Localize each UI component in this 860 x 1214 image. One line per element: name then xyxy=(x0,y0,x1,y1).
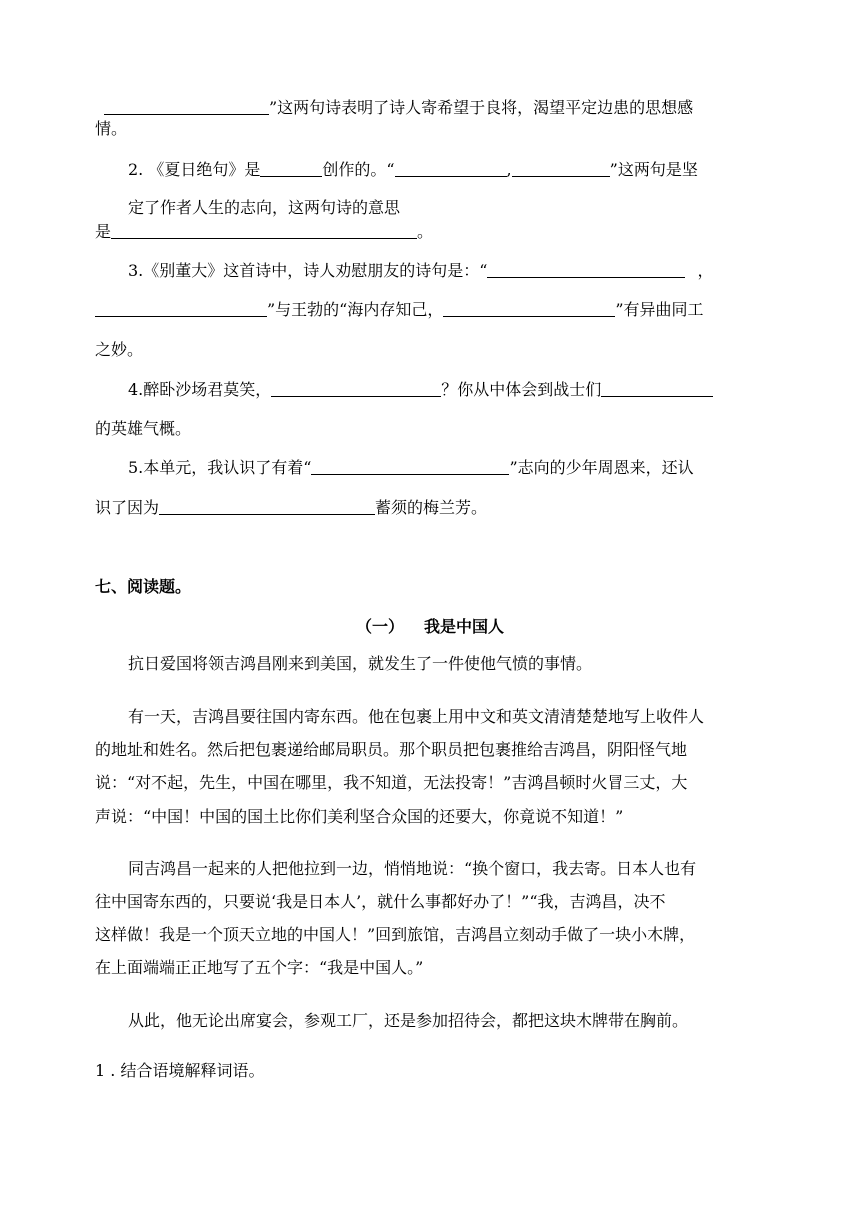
q4-line1 xyxy=(128,380,713,400)
passage-title-text: 我是中国人 xyxy=(424,617,505,636)
paragraph: 从此，他无论出席宴会，参观工厂，还是参加招待会，都把这块木牌带在胸前。 xyxy=(128,1011,689,1030)
answer-blank[interactable] xyxy=(104,98,269,115)
answer-blank[interactable] xyxy=(443,300,615,317)
q3-text: ， xyxy=(697,261,714,280)
q3-line2 xyxy=(95,300,704,320)
q2-text: 2. 《夏日绝句》是 xyxy=(128,160,261,179)
q5-text: 蓄须的梅兰芳。 xyxy=(375,498,488,517)
q3-text: ”有异曲同工 xyxy=(615,300,704,319)
paragraph-line: 往中国寄东西的，只要说‘我是日本人’，就什么事都好办了！”“我，吉鸿昌，决不 xyxy=(95,892,666,911)
passage-title xyxy=(0,614,860,637)
section-heading: 七、阅读题。 xyxy=(95,577,192,596)
answer-blank[interactable] xyxy=(260,160,322,177)
q4-text: 4.醉卧沙场君莫笑， xyxy=(128,380,272,399)
answer-blank[interactable] xyxy=(395,160,507,177)
q2-line2: 定了作者人生的志向，这两句诗的意思 xyxy=(128,198,401,217)
q2-line3 xyxy=(95,222,433,242)
paragraph-line: 这样做！我是一个顶天立地的中国人！”回到旅馆，吉鸿昌立刻动手做了一块小木牌， xyxy=(95,925,696,944)
answer-blank[interactable] xyxy=(95,300,267,317)
q2-text: , xyxy=(506,160,512,179)
answer-blank[interactable] xyxy=(601,380,713,397)
answer-blank[interactable] xyxy=(512,160,610,177)
q4-cont: 的英雄气概。 xyxy=(95,419,192,438)
passage-number: （一） xyxy=(355,617,404,636)
answer-blank[interactable] xyxy=(311,458,509,475)
answer-blank[interactable] xyxy=(487,261,685,278)
q3-text: ”与王勃的“海内存知己， xyxy=(267,300,444,319)
q2-text: ”这两句是坚 xyxy=(609,160,698,179)
answer-blank[interactable] xyxy=(111,222,417,239)
paragraph-line: 同吉鸿昌一起来的人把他拉到一边，悄悄地说：“换个窗口，我去寄。日本人也有 xyxy=(128,859,697,878)
q1-line xyxy=(104,98,693,118)
q5-text: 5.本单元，我认识了有着“ xyxy=(128,458,312,477)
q5-line1 xyxy=(128,458,694,478)
q2-text: 创作的。“ xyxy=(322,160,395,179)
q3-text: 3.《别董大》这首诗中，诗人劝慰朋友的诗句是：“ xyxy=(128,261,488,280)
answer-blank[interactable] xyxy=(159,498,375,515)
answer-blank[interactable] xyxy=(271,380,441,397)
paragraph: 抗日爱国将领吉鸿昌刚来到美国，就发生了一件使他气愤的事情。 xyxy=(128,654,593,673)
q2-text: 。 xyxy=(417,222,434,241)
q4-text: ？你从中体会到战士们 xyxy=(441,380,602,399)
paragraph-line: 的地址和姓名。然后把包裹递给邮局职员。那个职员把包裹推给吉鸿昌，阴阳怪气地 xyxy=(95,740,688,759)
q5-text: ”志向的少年周恩来，还认 xyxy=(509,458,694,477)
q1-tail: ”这两句诗表明了诗人寄希望于良将，渴望平定边患的思想感 xyxy=(269,98,694,117)
paragraph-line: 有一天，吉鸿昌要往国内寄东西。他在包裹上用中文和英文清清楚楚地写上收件人 xyxy=(128,707,705,726)
q3-line1 xyxy=(128,261,713,281)
paragraph-line: 声说：“中国！中国的国土比你们美利坚合众国的还要大，你竟说不知道！” xyxy=(95,807,624,826)
q2-line1 xyxy=(128,160,698,180)
paragraph-line: 说：“对不起，先生，中国在哪里，我不知道，无法投寄！”吉鸿昌顿时火冒三丈，大 xyxy=(95,773,688,792)
q5-line2 xyxy=(95,498,487,518)
q2-text: 是 xyxy=(95,222,112,241)
q1-cont: 情。 xyxy=(95,119,128,138)
paragraph-line: 在上面端端正正地写了五个字：“我是中国人。” xyxy=(95,958,424,977)
q5-text: 识了因为 xyxy=(95,498,160,517)
q3-cont: 之妙。 xyxy=(95,340,144,359)
question-1: 1 . 结合语境解释词语。 xyxy=(95,1061,265,1080)
